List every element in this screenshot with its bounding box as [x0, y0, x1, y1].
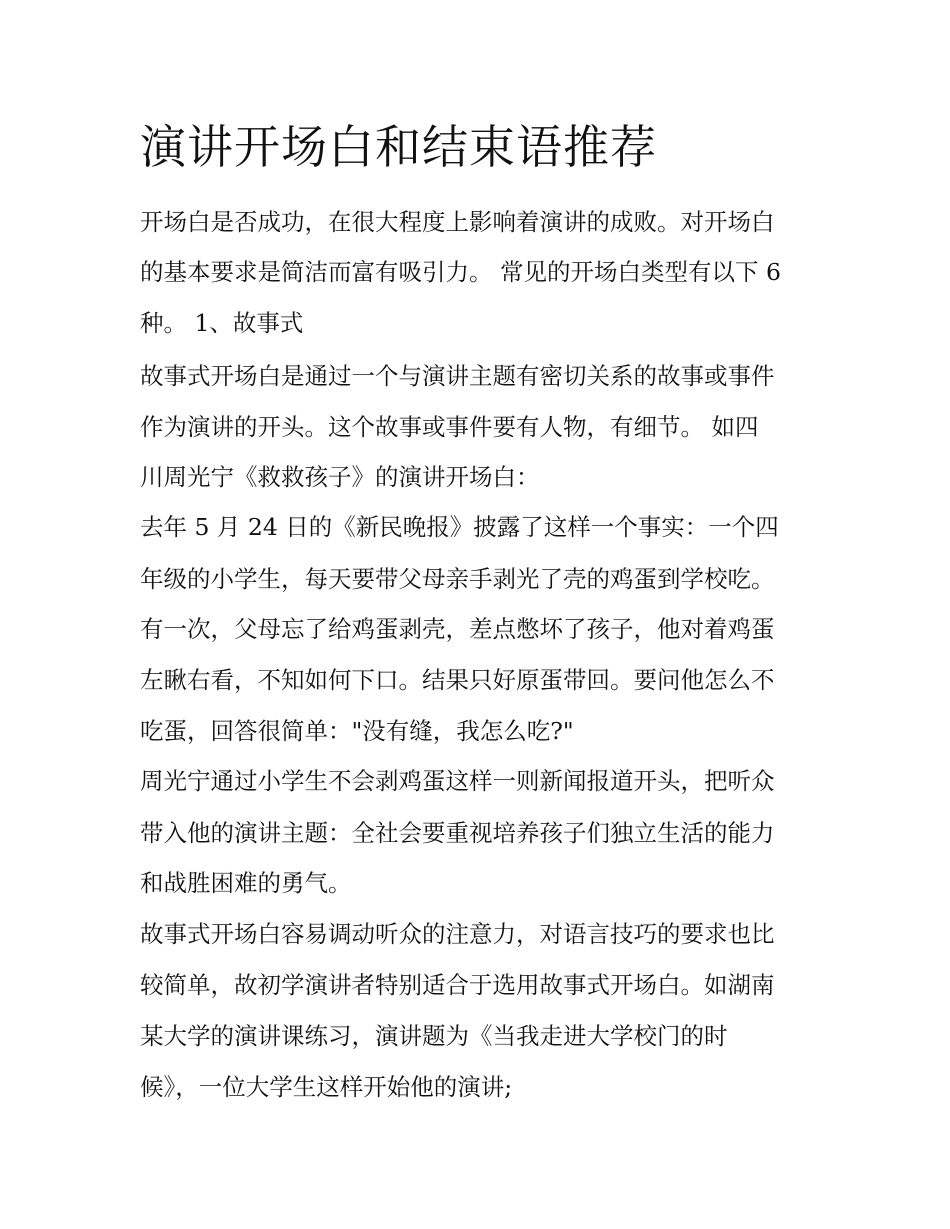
text-line: 和战胜困难的勇气。 — [140, 869, 352, 897]
text-line: 的基本要求是简洁而富有吸引力。 常见的开场白类型有以下 6 — [140, 258, 781, 286]
text-line: 较简单，故初学演讲者特别适合于选用故事式开场白。如湖南 — [140, 971, 775, 999]
text-line: 周光宁通过小学生不会剥鸡蛋这样一则新闻报道开头，把听众 — [140, 767, 775, 795]
text-line: 故事式开场白容易调动听众的注意力，对语言技巧的要求也比 — [140, 920, 775, 948]
text-line: 有一次，父母忘了给鸡蛋剥壳，差点憋坏了孩子，他对着鸡蛋 — [140, 615, 775, 643]
text-line: 吃蛋，回答很简单："没有缝，我怎么吃?" — [140, 717, 574, 745]
text-line: 某大学的演讲课练习，演讲题为《当我走进大学校门的时 — [140, 1022, 728, 1050]
text-line: 左瞅右看，不知如何下口。结果只好原蛋带回。要问他怎么不 — [140, 666, 775, 694]
text-line: 带入他的演讲主题：全社会要重视培养孩子们独立生活的能力 — [140, 819, 775, 847]
text-line: 年级的小学生，每天要带父母亲手剥光了壳的鸡蛋到学校吃。 — [140, 565, 775, 593]
text-line: 候》，一位大学生这样开始他的演讲; — [140, 1073, 513, 1101]
text-line: 开场白是否成功，在很大程度上影响着演讲的成败。对开场白 — [140, 208, 775, 236]
text-line: 作为演讲的开头。这个故事或事件要有人物，有细节。 如四 — [140, 413, 759, 441]
text-line: 去年 5 月 24 日的《新民晚报》披露了这样一个事实：一个四 — [140, 513, 779, 541]
text-line: 川周光宁《救救孩子》的演讲开场白： — [140, 463, 540, 491]
text-line: 故事式开场白是通过一个与演讲主题有密切关系的故事或事件 — [140, 362, 775, 390]
text-line: 种。 1、故事式 — [140, 309, 304, 337]
page-title: 演讲开场白和结束语推荐 — [140, 120, 657, 174]
